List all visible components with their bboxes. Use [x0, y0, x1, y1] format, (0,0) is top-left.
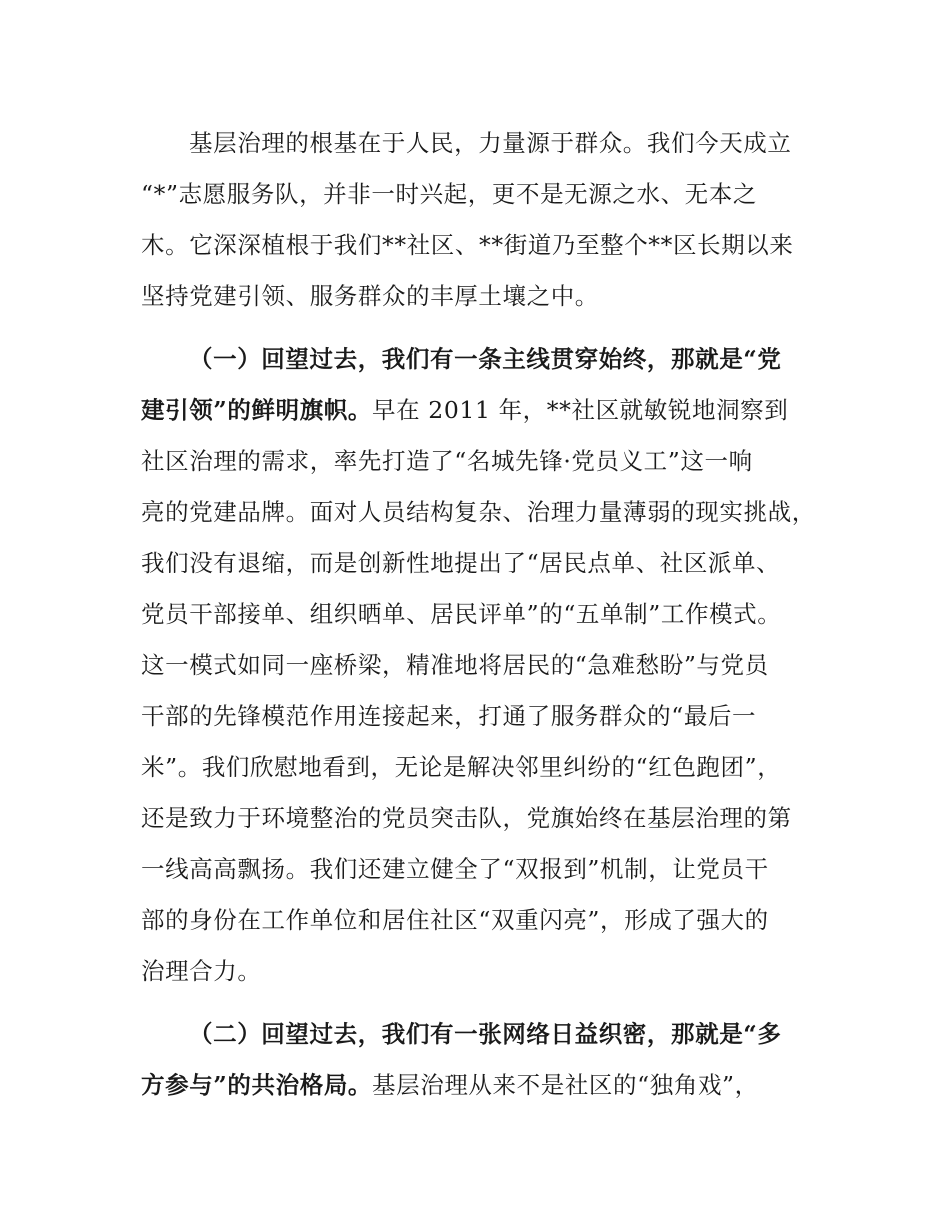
- paragraph-2-line-10: 还是致力于环境整治的党员突击队，党旗始终在基层治理的第: [141, 804, 792, 832]
- paragraph-2-line-2: [141, 395, 788, 425]
- paragraph-1-line-4: 坚持党建引领、服务群众的丰厚土壤之中。: [141, 282, 599, 310]
- paragraph-1-line-2: “*”志愿服务队，并非一时兴起，更不是无源之水、无本之: [141, 180, 757, 208]
- paragraph-3-line-2-rest: 基层治理从来不是社区的“独角戏”，: [372, 1071, 759, 1099]
- section-1-heading-line-1: （一）回望过去，我们有一条主线贯穿始终，那就是“党: [189, 345, 782, 373]
- paragraph-2-line-4: 亮的党建品牌。面对人员结构复杂、治理力量薄弱的现实挑战，: [141, 498, 816, 526]
- paragraph-1-line-1: 基层治理的根基在于人民，力量源于群众。我们今天成立: [189, 129, 792, 157]
- paragraph-1-line-3: 木。它深深植根于我们**社区、**街道乃至整个**区长期以来: [141, 231, 794, 259]
- paragraph-2-line-2-rest: 早在 2011 年，**社区就敏锐地洞察到: [372, 396, 789, 424]
- paragraph-2-line-9: 米”。我们欣慰地看到，无论是解决邻里纠纷的“红色跑团”，: [141, 753, 782, 781]
- section-2-heading-line-1: （二）回望过去，我们有一张网络日益织密，那就是“多: [189, 1020, 782, 1048]
- paragraph-2-line-3: 社区治理的需求，率先打造了“名城先锋·党员义工”这一响: [141, 447, 753, 475]
- section-1-heading-line-2: 建引领”的鲜明旗帜。: [141, 396, 373, 424]
- paragraph-2-line-7: 这一模式如同一座桥梁，精准地将居民的“急难愁盼”与党员: [141, 651, 769, 679]
- section-2-heading-line-2: 方参与”的共治格局。: [141, 1071, 373, 1099]
- paragraph-2-line-8: 干部的先锋模范作用连接起来，打通了服务群众的“最后一: [141, 702, 757, 730]
- paragraph-3-line-2: [141, 1070, 759, 1100]
- paragraph-2-line-13: 治理合力。: [141, 957, 262, 985]
- paragraph-2-line-11: 一线高高飘扬。我们还建立健全了“双报到”机制，让党员干: [141, 855, 769, 883]
- paragraph-2-line-12: 部的身份在工作单位和居住社区“双重闪亮”，形成了强大的: [141, 906, 769, 934]
- paragraph-2-line-5: 我们没有退缩，而是创新性地提出了“居民点单、社区派单、: [141, 549, 781, 577]
- paragraph-2-line-6: 党员干部接单、组织晒单、居民评单”的“五单制”工作模式。: [141, 600, 782, 628]
